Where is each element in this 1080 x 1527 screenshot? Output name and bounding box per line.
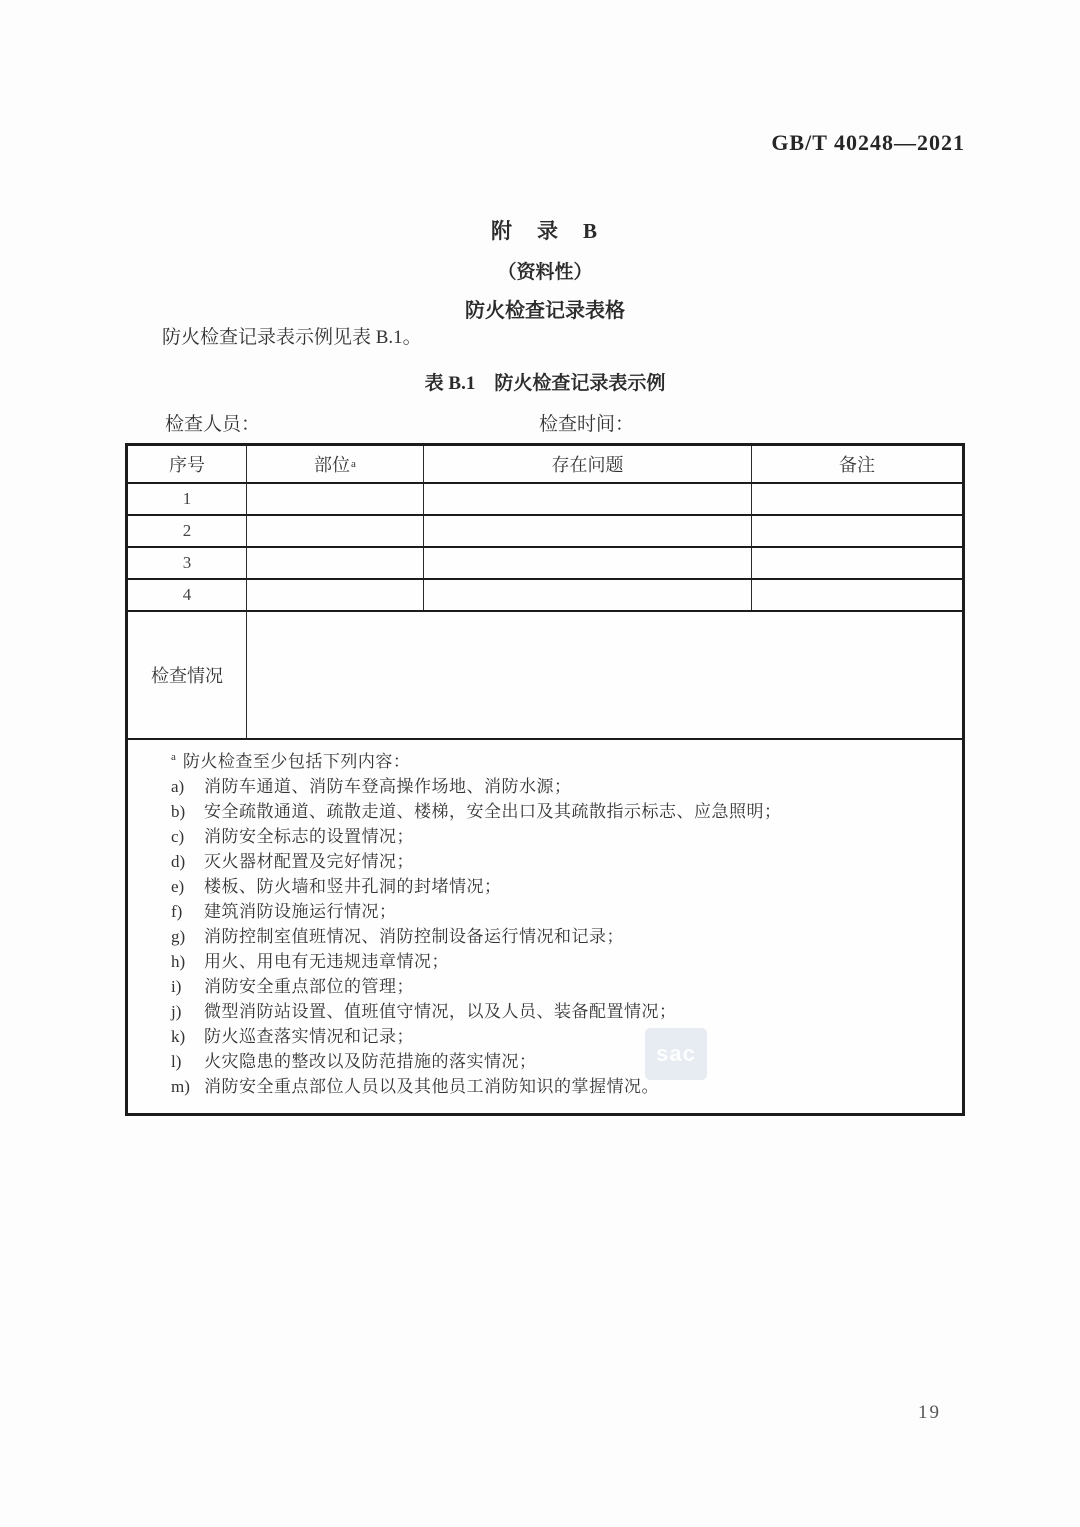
footnote-marker: g) [171, 927, 186, 946]
row-number: 1 [128, 484, 247, 514]
empty-cell [752, 580, 962, 610]
footnote-text: 安全疏散通道、疏散走道、楼梯，安全出口及其疏散指示标志、应急照明； [204, 802, 782, 821]
empty-cell [247, 548, 424, 578]
footnote-marker: m) [171, 1077, 190, 1096]
footnote-text: 建筑消防设施运行情况； [204, 902, 397, 921]
standard-code: GB/T 40248—2021 [771, 130, 965, 155]
empty-cell [247, 516, 424, 546]
table-row [128, 548, 962, 580]
footnote-marker: e) [171, 877, 185, 896]
header-location-text: 部位 [314, 455, 351, 475]
footnote-text: 消防安全重点部位人员以及其他员工消防知识的掌握情况。 [204, 1077, 659, 1096]
situation-label: 检查情况 [128, 612, 247, 738]
empty-cell [424, 580, 752, 610]
row-number: 4 [128, 580, 247, 610]
empty-cell [424, 484, 752, 514]
header-cell-seq: 序号 [128, 446, 247, 482]
footnote-marker: a) [171, 777, 185, 796]
footnote-item [171, 824, 942, 849]
footnote-text: 微型消防站设置、值班值守情况，以及人员、装备配置情况； [204, 1002, 677, 1021]
empty-cell [752, 548, 962, 578]
row-number: 2 [128, 516, 247, 546]
footnote-item [171, 774, 942, 799]
footnote-text: 消防安全标志的设置情况； [204, 827, 414, 846]
header-cell-remarks: 备注 [839, 455, 875, 475]
footnote-text: 消防安全重点部位的管理； [204, 977, 414, 996]
footnote-item [171, 899, 942, 924]
footnote-text: 消防控制室值班情况、消防控制设备运行情况和记录； [204, 927, 624, 946]
table-row [128, 580, 962, 612]
footnote-text: 楼板、防火墙和竖井孔洞的封堵情况； [204, 877, 502, 896]
empty-cell [424, 516, 752, 546]
footnote-marker: f) [171, 902, 183, 921]
footnote-superscript: a [171, 751, 176, 763]
footnote-text: 防火巡查落实情况和记录； [204, 1027, 414, 1046]
appendix-subtitle: （资料性） [497, 262, 593, 283]
empty-cell [247, 484, 424, 514]
header-cell-location [247, 446, 424, 482]
table-row [128, 484, 962, 516]
header-cell-problems: 存在问题 [424, 446, 752, 482]
footnote-item [171, 849, 942, 874]
sac-watermark: sac [645, 1028, 707, 1080]
situation-blank-cell [247, 612, 962, 738]
footnote-text: 用火、用电有无违规违章情况； [204, 952, 449, 971]
intro-paragraph: 防火检查记录表示例见表 B.1。 [162, 327, 422, 348]
row-number: 3 [128, 548, 247, 578]
footnote-item [171, 924, 942, 949]
inspection-record-table [125, 443, 965, 1116]
footnote-item [171, 949, 942, 974]
situation-row [128, 612, 962, 740]
inspector-label: 检查人员： [165, 414, 261, 435]
page-number: 19 [918, 1402, 941, 1423]
inspection-time-label: 检查时间： [539, 414, 635, 435]
empty-cell [752, 516, 962, 546]
footnote-item [171, 1024, 942, 1049]
footnote-item [171, 1074, 942, 1099]
footnote-intro-text: 防火检查至少包括下列内容： [182, 752, 411, 771]
footnote-marker: d) [171, 852, 186, 871]
footnote-text: 灭火器材配置及完好情况； [204, 852, 414, 871]
footnote-marker: k) [171, 1027, 186, 1046]
empty-cell [752, 484, 962, 514]
footnote-item [171, 874, 942, 899]
header-location-superscript: a [351, 457, 356, 470]
footnote-marker: j) [171, 1002, 182, 1021]
table-footnote [128, 740, 962, 1113]
footnote-item [171, 799, 942, 824]
footnote-item [171, 999, 942, 1024]
appendix-title: 附 录 B [490, 219, 599, 243]
footnote-item [171, 974, 942, 999]
footnote-marker: c) [171, 827, 185, 846]
empty-cell [247, 580, 424, 610]
table-row [128, 516, 962, 548]
appendix-heading: 防火检查记录表格 [465, 300, 625, 322]
appendix-title-block [125, 215, 965, 323]
footnote-item [171, 1049, 942, 1074]
empty-cell [424, 548, 752, 578]
footnote-marker: h) [171, 952, 186, 971]
footnote-marker: b) [171, 802, 186, 821]
footnote-text: 火灾隐患的整改以及防范措施的落实情况； [204, 1052, 537, 1071]
footnote-intro [171, 749, 942, 774]
table-caption: 表 B.1 防火检查记录表示例 [424, 373, 666, 394]
footnote-marker: i) [171, 977, 182, 996]
footnote-text: 消防车通道、消防车登高操作场地、消防水源； [204, 777, 572, 796]
table-header-row [128, 446, 962, 484]
footnote-marker: l) [171, 1052, 182, 1071]
